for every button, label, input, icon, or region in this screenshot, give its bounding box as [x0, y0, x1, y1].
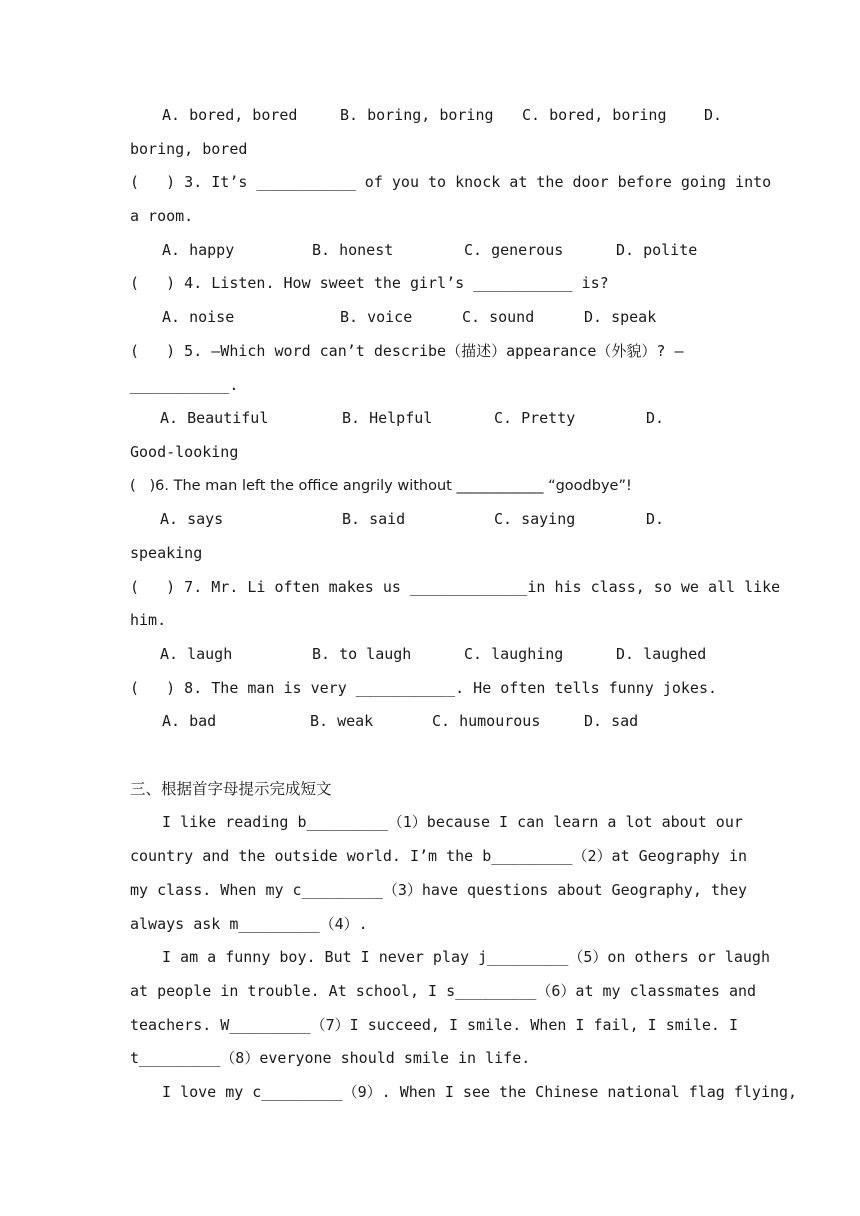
- passage-p1-line-1: I like reading b_________（1）because I can learn a lot about our: [162, 813, 743, 832]
- q6-option-a: A. says: [160, 510, 224, 529]
- q6-option-d: D.: [646, 510, 665, 529]
- q2-option-c: C. bored, boring: [522, 106, 667, 124]
- q3-options: [130, 234, 730, 268]
- q3-option-d: D. polite: [616, 240, 698, 259]
- q2-options: [130, 99, 730, 133]
- q5-option-a: A. Beautiful: [160, 409, 269, 428]
- passage-p2-line-3: teachers. W_________（7）I succeed, I smile. When I fail, I smile. I: [130, 1015, 738, 1034]
- q5-option-d: D.: [646, 409, 665, 428]
- section-3-heading: 三、根据首字母提示完成短文: [130, 779, 332, 798]
- q5-option-c: C. Pretty: [494, 409, 576, 428]
- passage-p3-line-1: I love my c_________（9）. When I see the Chinese national flag flying,: [162, 1082, 798, 1101]
- q4-option-c: C. sound: [462, 308, 535, 327]
- q8-option-c: C. humourous: [432, 712, 541, 731]
- q4-option-b: B. voice: [340, 308, 413, 327]
- q5-stem-continued: ___________.: [130, 375, 239, 394]
- passage-p1-line-2: country and the outside world. I’m the b_________（2）at Geography in: [130, 847, 747, 866]
- q3-stem: ( ) 3. It’s ___________ of you to knock at the door before going into: [130, 173, 772, 192]
- q7-stem: ( ) 7. Mr. Li often makes us _____________in his class, so we all like: [130, 577, 781, 596]
- q5-stem: ( ) 5. —Which word can’t describe（描述）appearance（外貌）? —: [130, 341, 684, 360]
- q5-option-d-continued: Good-looking: [130, 442, 239, 461]
- q3-option-b: B. honest: [312, 240, 394, 259]
- q5-options: [130, 402, 730, 436]
- q3-option-a: A. happy: [162, 240, 235, 259]
- q8-option-d: D. sad: [584, 712, 639, 731]
- q6-option-b: B. said: [342, 510, 406, 529]
- q2-option-a: A. bored, bored: [162, 106, 298, 124]
- q8-option-b: B. weak: [310, 712, 374, 731]
- q8-option-a: A. bad: [162, 712, 217, 731]
- section-spacer: [130, 739, 730, 773]
- q7-option-a: A. laugh: [160, 645, 233, 663]
- q6-option-d-continued: speaking: [130, 543, 203, 562]
- q7-option-c: C. laughing: [464, 645, 564, 663]
- q6-options: [130, 503, 730, 537]
- q7-option-b: B. to laugh: [312, 645, 412, 663]
- passage-p2-line-2: at people in trouble. At school, I s_________（6）at my classmates and: [130, 981, 757, 1000]
- q6-stem: ( )6. The man left the office angrily without ____________ “goodbye”!: [130, 477, 632, 494]
- q8-stem: ( ) 8. The man is very ___________. He often tells funny jokes.: [130, 678, 717, 697]
- worksheet-page: [130, 99, 798, 1110]
- q3-option-c: C. generous: [464, 240, 564, 259]
- q6-option-c: C. saying: [494, 510, 576, 529]
- q4-options: [130, 301, 730, 335]
- q8-options: [130, 705, 730, 739]
- passage-p2-line-1: I am a funny boy. But I never play j_________（5）on others or laugh: [162, 948, 770, 967]
- q7-stem-continued: him.: [130, 611, 167, 630]
- q4-stem: ( ) 4. Listen. How sweet the girl’s ___________ is?: [130, 274, 609, 293]
- passage-p2-line-4: t_________（8）everyone should smile in life.: [130, 1049, 531, 1068]
- passage-p1-line-3: my class. When my c_________（3）have questions about Geography, they: [130, 880, 747, 899]
- q3-stem-continued: a room.: [130, 207, 194, 226]
- q7-options: [130, 638, 730, 672]
- q5-option-b: B. Helpful: [342, 409, 433, 428]
- q7-option-d: D. laughed: [616, 645, 707, 663]
- q4-option-a: A. noise: [162, 308, 235, 327]
- q2-option-b: B. boring, boring: [340, 106, 494, 124]
- q2-option-d-continued: boring, bored: [130, 139, 248, 158]
- q4-option-d: D. speak: [584, 308, 657, 327]
- q2-option-d: D.: [704, 106, 723, 124]
- passage-p1-line-4: always ask m_________（4）.: [130, 914, 368, 933]
